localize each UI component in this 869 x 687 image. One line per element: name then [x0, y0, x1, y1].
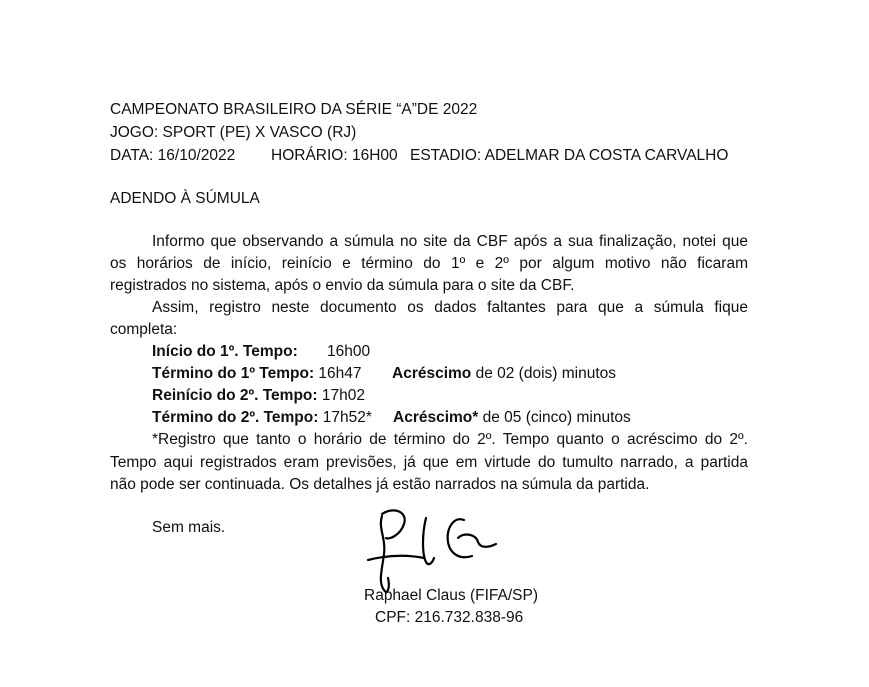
header-time: HORÁRIO: 16H00: [271, 147, 398, 164]
time-end-2: [152, 407, 372, 429]
extra-1-label: Acréscimo: [392, 365, 472, 382]
extra-2: [393, 407, 631, 429]
time-end-1-label: Término do 1º Tempo:: [152, 365, 315, 382]
closing-text: Sem mais.: [152, 519, 226, 536]
extra-1: [392, 363, 616, 385]
paragraph-3-line-2: Tempo aqui registrados eram previsões, já que em virtude do tumulto narrado, a partida: [110, 454, 748, 471]
header-championship: CAMPEONATO BRASILEIRO DA SÉRIE “A”DE 2022: [110, 101, 478, 118]
paragraph-1-line-3: registrados no sistema, após o envio da súmula para o site da CBF.: [110, 277, 575, 294]
header-game: JOGO: SPORT (PE) X VASCO (RJ): [110, 124, 357, 141]
document-title: ADENDO À SÚMULA: [110, 190, 260, 207]
time-start-2: [152, 385, 365, 407]
time-start-1-value: 16h00: [327, 343, 371, 360]
time-end-1-value: 16h47: [314, 365, 362, 382]
paragraph-3-line-1: *Registro que tanto o horário de término do 2º. Tempo quanto o acréscimo do 2º.: [152, 431, 748, 448]
paragraph-3-line-3: não pode ser continuada. Os detalhes já estão narrados na súmula da partida.: [110, 476, 650, 493]
time-start-2-value: 17h02: [317, 387, 365, 404]
time-start-1-label: Início do 1º. Tempo:: [152, 343, 298, 360]
time-start-1: [152, 341, 298, 363]
time-end-1: [152, 363, 362, 385]
paragraph-2-line-2: completa:: [110, 321, 178, 338]
extra-2-label: Acréscimo*: [393, 409, 479, 426]
extra-2-value: de 05 (cinco) minutos: [478, 409, 631, 426]
signatory-name: Raphael Claus (FIFA/SP): [364, 587, 539, 604]
paragraph-1-line-1: Informo que observando a súmula no site da CBF após a sua finalização, notei que: [152, 233, 748, 250]
paragraph-1-line-2: os horários de início, reinício e término do 1º e 2º por algum motivo não ficaram: [110, 255, 748, 272]
signature: [364, 498, 504, 598]
time-end-2-value: 17h52*: [318, 409, 372, 426]
extra-1-value: de 02 (dois) minutos: [471, 365, 617, 382]
header-date: DATA: 16/10/2022: [110, 147, 236, 164]
header-stadium: ESTADIO: ADELMAR DA COSTA CARVALHO: [410, 147, 729, 164]
signatory-cpf: CPF: 216.732.838-96: [375, 609, 524, 626]
time-end-2-label: Término do 2º. Tempo:: [152, 409, 319, 426]
paragraph-2-line-1: Assim, registro neste documento os dados faltantes para que a súmula fique: [152, 299, 748, 316]
time-start-2-label: Reinício do 2º. Tempo:: [152, 387, 318, 404]
